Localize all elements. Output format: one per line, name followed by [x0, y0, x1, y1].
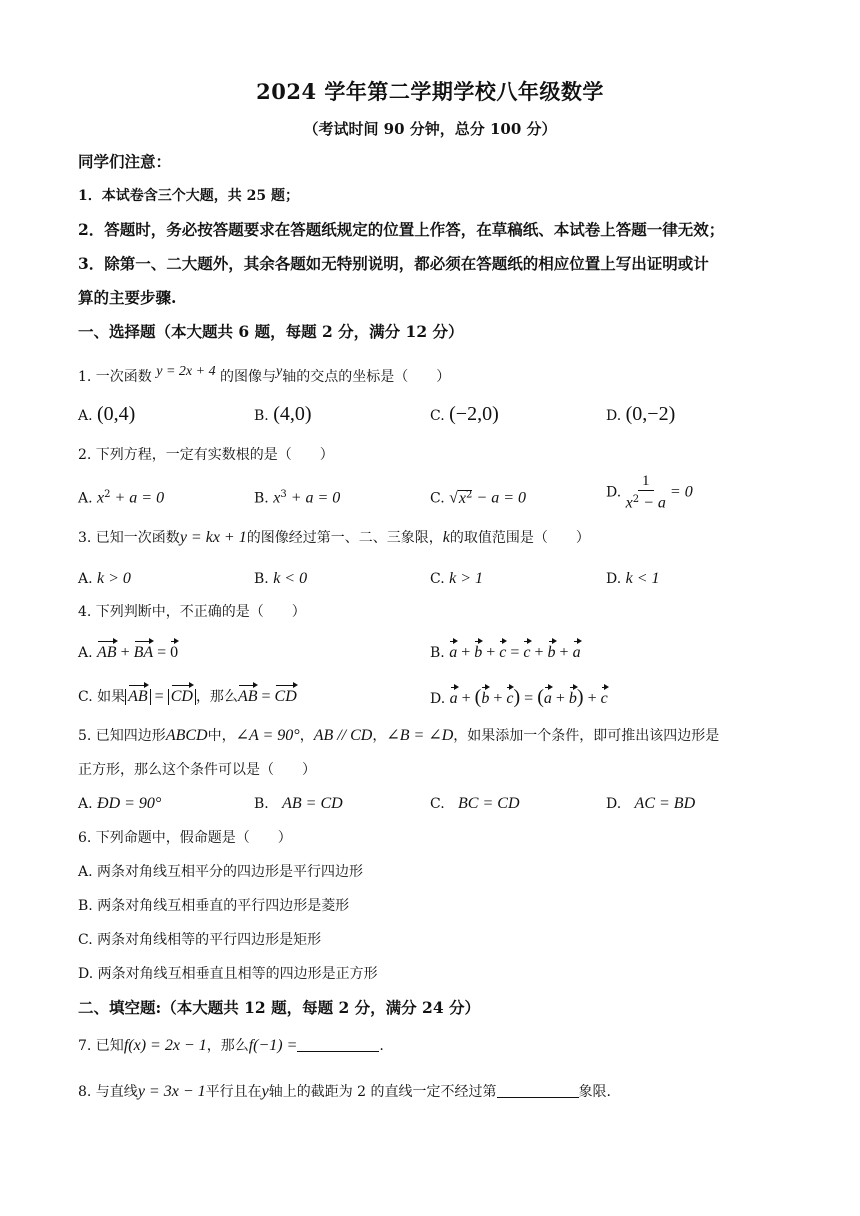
q4-c-vec-cd: CD [275, 686, 297, 708]
question-5 [78, 726, 788, 746]
q5-c-label: C. [430, 796, 445, 812]
q4-b-plus1: + [457, 644, 475, 661]
q4-b-label: B. [430, 645, 445, 661]
q4-b-vec-a1: a [449, 642, 457, 664]
q7-pre: 7. 已知 [78, 1038, 124, 1054]
q5-c1: 中， [207, 728, 236, 744]
q5-angle-b: ∠B = ∠D [386, 727, 454, 744]
section2-heading: 二、填空题:（本大题共 12 题，每题 2 分，满分 24 分） [78, 998, 481, 1017]
q8-post1: 轴上的截距为 2 的直线一定不经过第 [268, 1084, 497, 1100]
q5-d-value: AC = BD [634, 795, 696, 812]
exam-subtitle: （考试时间 90 分钟，总分 100 分） [303, 120, 557, 138]
question-5-line2: 正方形，那么这个条件可以是（ ） [78, 762, 316, 778]
question-3 [78, 528, 788, 548]
q2-option-b [254, 484, 340, 510]
q8-axis: y [261, 1083, 269, 1100]
q6-option-c: C. 两条对角线相等的平行四边形是矩形 [78, 932, 322, 948]
q7-answer-blank[interactable] [297, 1037, 379, 1052]
q5-option-d [606, 793, 695, 815]
q4-d-vec-a2: a [544, 688, 552, 710]
q4-a-eq: = [153, 644, 171, 661]
q4-b-plus4: + [555, 644, 573, 661]
q2-a-tail: + a = 0 [110, 489, 165, 507]
q1-a-label: A. [78, 408, 93, 424]
q7-post: . [379, 1038, 384, 1054]
q5-parallel: AB // CD [313, 727, 373, 744]
q2-c-tail: − a = 0 [472, 489, 526, 507]
q4-d-lparen1: ( [474, 686, 482, 708]
q1-func: y = 2x + 4 [156, 364, 216, 379]
q2-a-sup: 2 [104, 489, 111, 500]
q5-b-label: B. [254, 796, 269, 812]
question-4: 4. 下列判断中，不正确的是（ ） [78, 604, 306, 620]
q5-sep1: ， [299, 728, 314, 744]
q1-c-value: (−2,0) [449, 403, 499, 425]
q3-pre: 3. 已知一次函数 [78, 530, 180, 546]
q4-b-vec-c2: c [523, 642, 530, 664]
q6-option-a: A. 两条对角线互相平分的四边形是平行四边形 [78, 864, 364, 880]
q2-d-tail: = 0 [665, 483, 693, 501]
q4-d-vec-c2: c [601, 688, 608, 710]
q3-c-value: k > 1 [449, 570, 484, 587]
q2-b-tail: + a = 0 [286, 489, 341, 507]
q2-option-d [606, 472, 693, 513]
q1-pre: 1. 一次函数 [78, 369, 152, 385]
q5-post: ，如果添加一个条件，即可推出该四边形是 [453, 728, 720, 744]
q3-var: k [442, 529, 450, 546]
q1-b-value: (4,0) [273, 403, 312, 425]
q2-c-label: C. [430, 490, 445, 507]
q4-option-c [78, 686, 297, 708]
q4-a-vector-ba: BA [134, 642, 154, 664]
q4-d-vec-a1: a [450, 688, 458, 710]
q4-c-abs-cd: CD [171, 686, 193, 708]
q4-c-eq2: = [257, 688, 275, 705]
q2-c-sup: 2 [466, 489, 473, 500]
q4-option-d [430, 686, 608, 710]
q3-option-a [78, 568, 131, 590]
q1-axis: y [276, 364, 283, 379]
q3-a-value: k > 0 [97, 570, 131, 587]
q4-c-abs-ab: AB [128, 686, 148, 708]
notice-heading: 同学们注意： [78, 152, 172, 171]
q2-option-a [78, 484, 164, 510]
q3-func: y = kx + 1 [179, 529, 247, 546]
q2-b-label: B. [254, 490, 269, 507]
q5-sep2: ， [372, 728, 387, 744]
q2-option-c [430, 484, 526, 510]
q4-b-vec-a2: a [573, 642, 581, 664]
question-2: 2. 下列方程，一定有实数根的是（ ） [78, 447, 334, 463]
q4-b-plus3: + [530, 644, 548, 661]
q4-b-vec-b2: b [548, 642, 556, 664]
question-1 [78, 362, 788, 387]
q4-c-eq1: = [150, 688, 168, 705]
q6-option-b: B. 两条对角线互相垂直的平行四边形是菱形 [78, 898, 350, 914]
q4-c-vec-ab: AB [238, 686, 258, 708]
notice-item-4: 算的主要步骤. [78, 288, 177, 307]
q4-d-plus3: + [551, 690, 569, 707]
q3-c-label: C. [430, 571, 445, 587]
q5-quad: ABCD [165, 727, 208, 744]
q1-option-c [430, 403, 499, 427]
q7-mid: ，那么 [206, 1038, 249, 1054]
q4-c-if: 如果 [97, 689, 126, 705]
q4-d-plus2: + [489, 690, 507, 707]
q4-b-eq: = [506, 644, 524, 661]
section1-heading: 一、选择题（本大题共 6 题，每题 2 分，满分 12 分） [78, 322, 464, 341]
q8-mid: 平行且在 [205, 1084, 262, 1100]
q8-post2: 象限. [578, 1084, 611, 1100]
q2-b-base: x [273, 489, 281, 507]
q4-b-plus2: + [482, 644, 500, 661]
q4-d-label: D. [430, 691, 446, 707]
q1-option-b [254, 403, 312, 427]
q4-d-plus4: + [583, 690, 601, 707]
q1-post: 轴的交点的坐标是（ ） [282, 369, 451, 385]
q1-option-d [606, 403, 675, 427]
notice-item-1: 1．本试卷含三个大题，共 25 题； [78, 188, 299, 204]
q5-a-value: ÐD = 90° [97, 795, 162, 812]
q4-d-plus1: + [457, 690, 475, 707]
q2-a-label: A. [78, 490, 93, 507]
q2-d-den-sup: 2 [632, 494, 640, 505]
q4-option-b [430, 642, 581, 664]
q3-d-value: k < 1 [625, 570, 660, 587]
q5-option-a [78, 793, 161, 815]
q8-line: y = 3x − 1 [137, 1083, 206, 1100]
q8-answer-blank[interactable] [497, 1083, 579, 1098]
q5-pre: 5. 已知四边形 [78, 728, 166, 744]
q7-expr1: f(x) = 2x − 1 [123, 1037, 207, 1054]
q3-option-c [430, 568, 483, 590]
q3-d-label: D. [606, 571, 622, 587]
q3-option-b [254, 568, 307, 590]
q2-c-radical: √ [449, 489, 458, 507]
question-7 [78, 1036, 788, 1056]
question-6: 6. 下列命题中，假命题是（ ） [78, 830, 292, 846]
q4-d-lparen2: ( [537, 686, 544, 708]
q3-option-d [606, 568, 660, 590]
q2-a-base: x [97, 489, 105, 507]
q6-option-d: D. 两条对角线互相垂直且相等的四边形是正方形 [78, 966, 378, 982]
q5-option-c [430, 793, 520, 815]
q2-c-base: x [458, 489, 467, 507]
q7-expr2: f(−1) = [248, 1037, 298, 1054]
q4-c-label: C. [78, 689, 93, 705]
q4-a-vector-ab: AB [97, 642, 117, 664]
q2-d-fraction [626, 472, 666, 513]
q2-d-label: D. [606, 484, 622, 501]
q4-d-eq: = [520, 690, 538, 707]
question-8 [78, 1082, 788, 1102]
q1-mid: 的图像与 [220, 369, 277, 385]
q1-option-a [78, 403, 135, 427]
q4-c-then: ，那么 [195, 689, 238, 705]
notice-item-3: 3．除第一、二大题外，其余各题如无特别说明，都必须在答题纸的相应位置上写出证明或计 [78, 254, 709, 273]
q2-d-den-base: x [625, 494, 633, 512]
q5-b-value: AB = CD [282, 795, 343, 812]
q1-c-label: C. [430, 408, 445, 424]
q4-d-rparen1: ) [513, 686, 521, 708]
q1-d-value: (0,−2) [625, 403, 676, 425]
q8-pre: 8. 与直线 [78, 1084, 138, 1100]
q5-angle-a: ∠A = 90° [235, 727, 300, 744]
q3-post: 的取值范围是（ ） [449, 530, 590, 546]
q4-a-label: A. [78, 645, 93, 661]
q1-b-label: B. [254, 408, 269, 424]
q4-a-plus: + [116, 644, 134, 661]
q2-d-den-tail: − a [639, 494, 666, 512]
q5-a-label: A. [78, 796, 93, 812]
q4-a-zero-vector: 0 [170, 642, 178, 664]
q5-d-label: D. [606, 796, 622, 812]
q4-option-a [78, 642, 178, 664]
q3-a-label: A. [78, 571, 93, 587]
q4-b-vec-c1: c [499, 642, 506, 664]
q3-b-label: B. [254, 571, 269, 587]
q2-d-numerator: 1 [638, 472, 654, 491]
q4-d-rparen2: ) [576, 686, 584, 708]
q4-b-vec-b1: b [474, 642, 482, 664]
q4-d-vec-c1: c [506, 688, 513, 710]
q1-a-value: (0,4) [97, 403, 136, 425]
q3-mid: 的图像经过第一、二、三象限， [246, 530, 443, 546]
q3-b-value: k < 0 [273, 570, 308, 587]
q5-c-value: BC = CD [458, 795, 520, 812]
q2-b-sup: 3 [280, 489, 287, 500]
q5-option-b [254, 793, 343, 815]
exam-title: 2024 学年第二学期学校八年级数学 [256, 79, 604, 104]
q4-d-vec-b1: b [481, 688, 489, 710]
q4-d-vec-b2: b [569, 688, 577, 710]
q1-d-label: D. [606, 408, 622, 424]
notice-item-2: 2．答题时，务必按答题要求在答题纸规定的位置上作答，在草稿纸、本试卷上答题一律无效； [78, 220, 725, 239]
